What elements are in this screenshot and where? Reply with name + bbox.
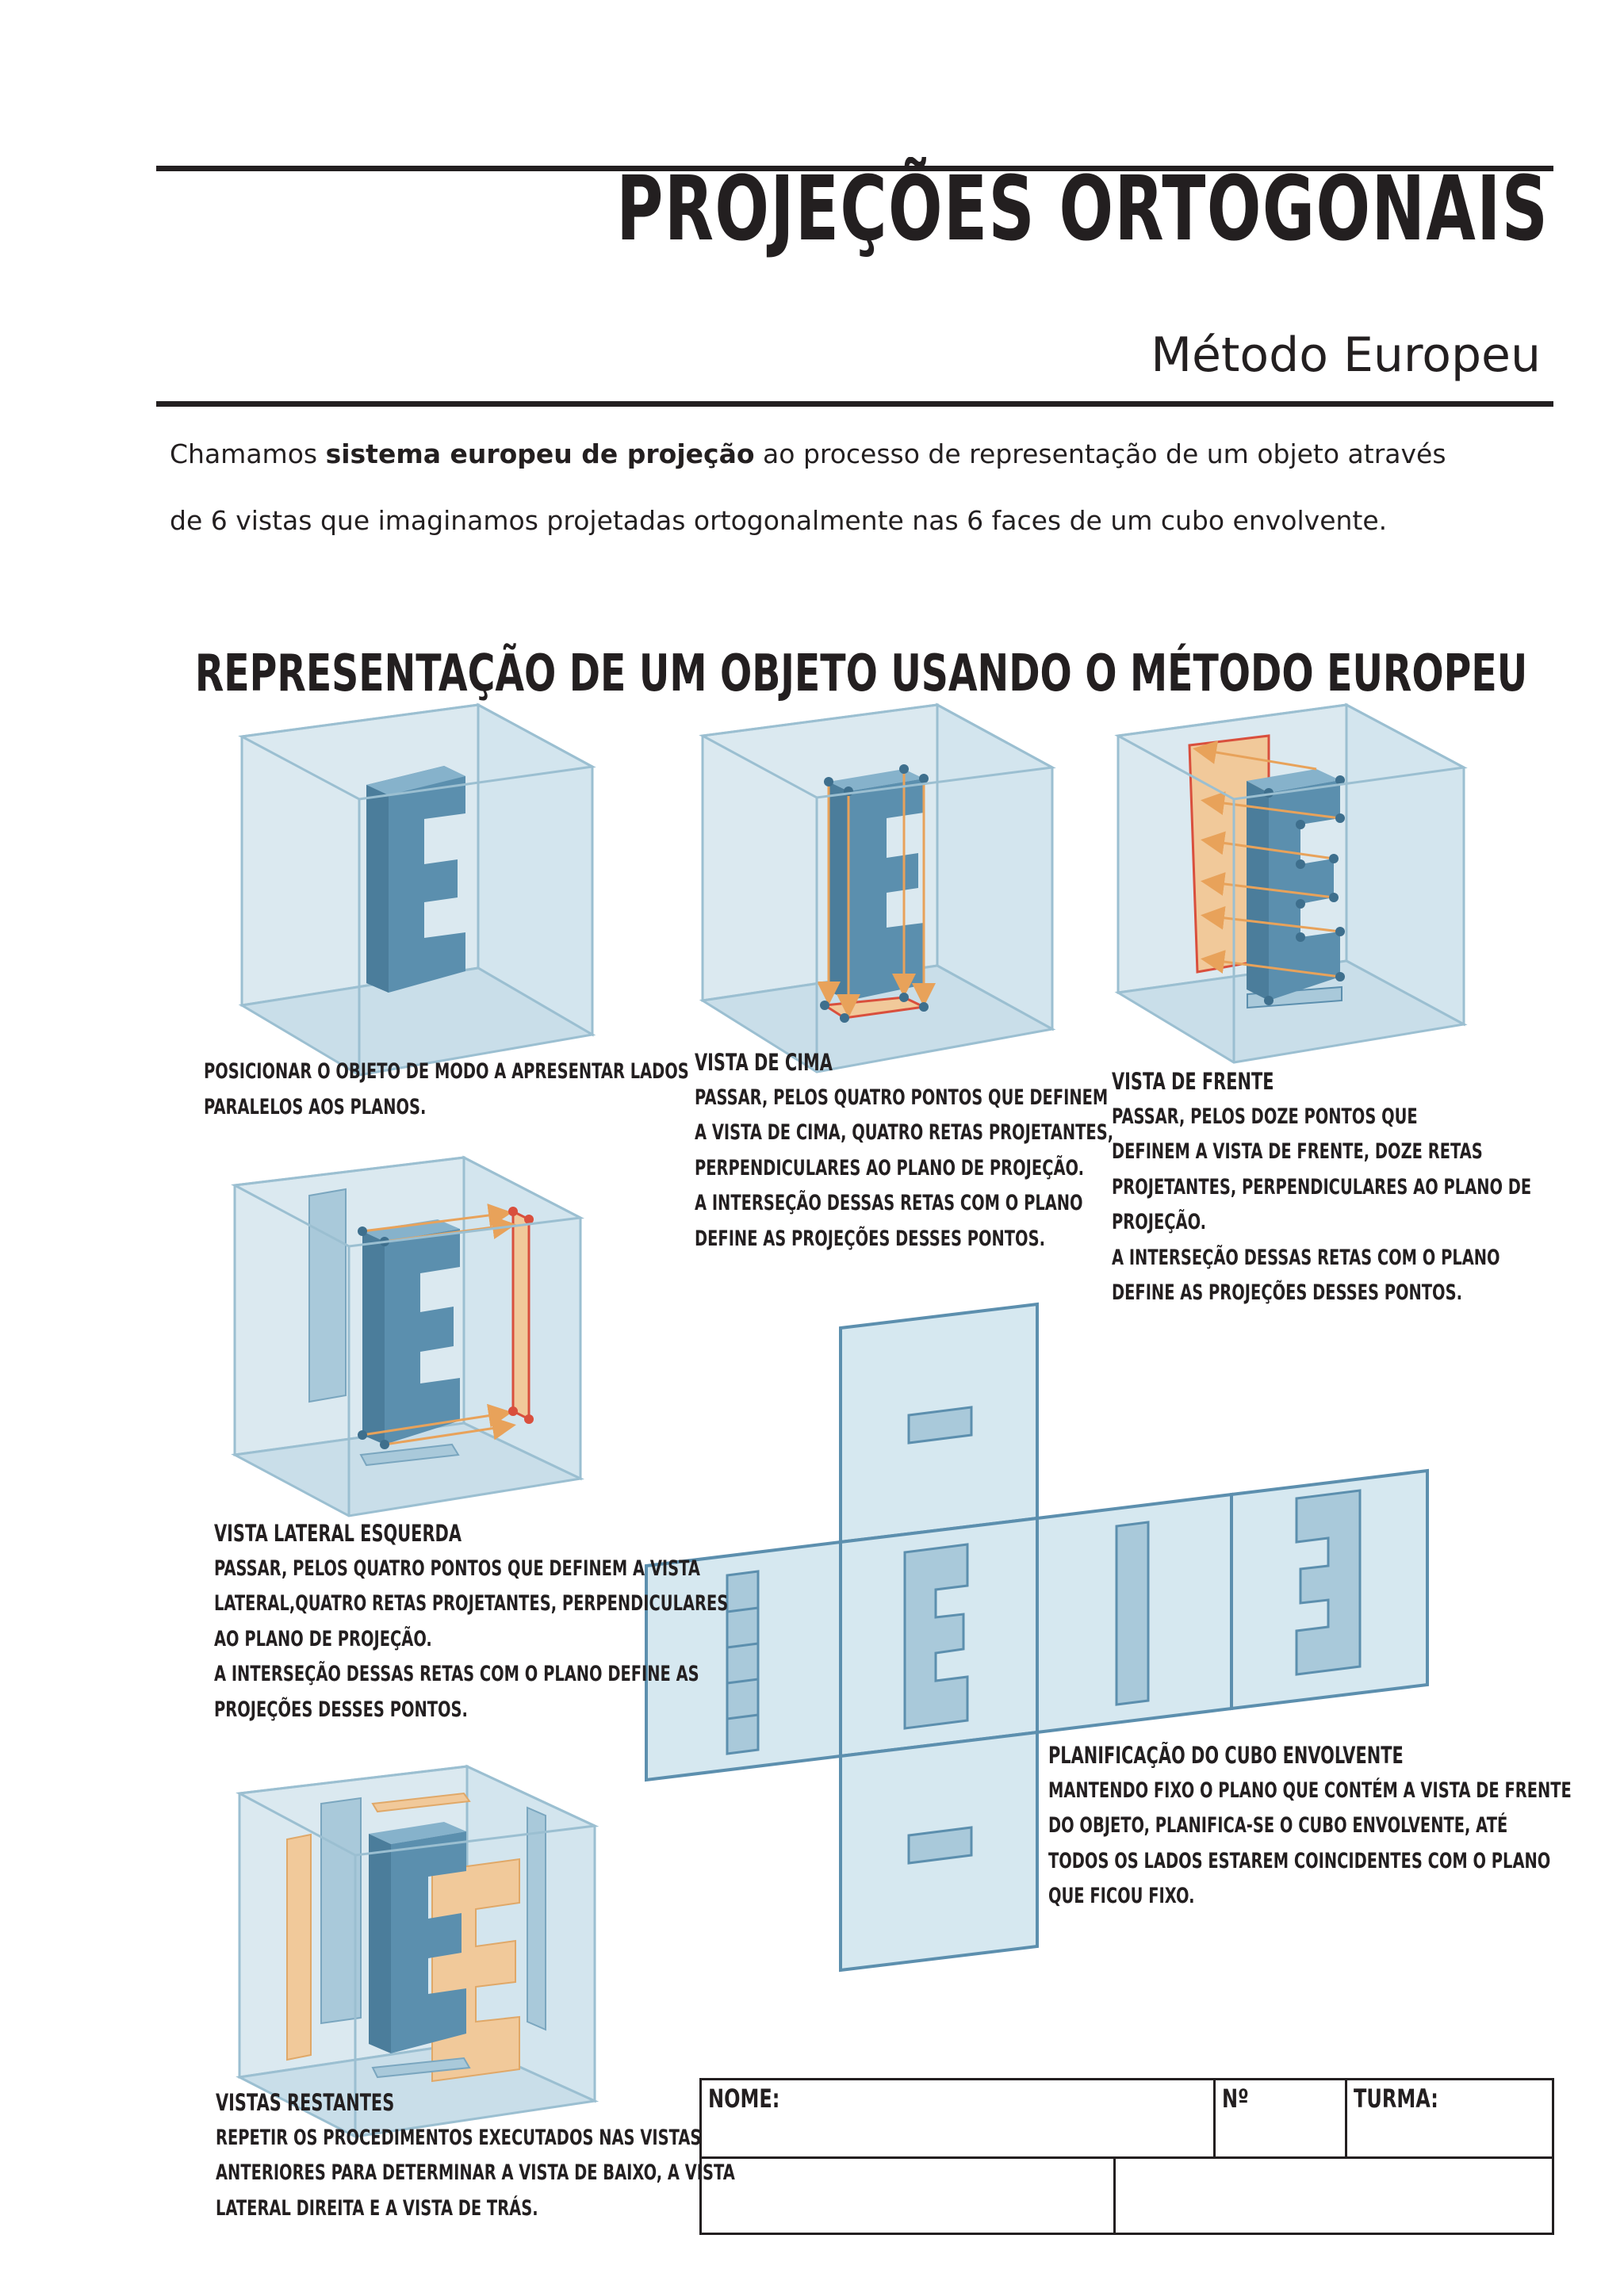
page-subtitle: Método Europeu xyxy=(1151,327,1541,383)
intro-line-1: Chamamos sistema europeu de projeção ao processo de representação de um objeto através xyxy=(170,438,1446,469)
caption-left-view: VISTA LATERAL ESQUERDA PASSAR, PELOS QUATRO PONTOS QUE DEFINEM A VISTA LATERAL,QUATRO RETAS PROJETANTES, PERPENDICULARES AO PLANO DE PROJEÇÃO. A INTERSEÇÃO DESSAS RETAS COM O PLANO DEFINE AS PROJEÇÕES DESSES PONTOS. xyxy=(214,1516,728,1728)
letter-e-object xyxy=(366,766,465,993)
net-front-view-shape xyxy=(905,1544,967,1728)
caption-front-view-title: VISTA DE FRENTE xyxy=(1112,1068,1274,1095)
number-label: Nº xyxy=(1222,2084,1249,2114)
intro-line-2: de 6 vistas que imaginamos projetadas ortogonalmente nas 6 faces de um cubo envolvente. xyxy=(170,505,1388,536)
name-label: NOME: xyxy=(708,2084,780,2114)
blank-field-left[interactable] xyxy=(702,2159,1116,2233)
caption-top-view: VISTA DE CIMA PASSAR, PELOS QUATRO PONTOS QUE DEFINEM A VISTA DE CIMA, QUATRO RETAS PROJETANTES, PERPENDICULARES AO PLANO DE PROJEÇÃO. A INTERSEÇÃO DESSAS RETAS COM O PLANO DEFINE AS PROJEÇÕES DESSES PONTOS. xyxy=(695,1045,1113,1257)
student-id-form xyxy=(699,2078,1554,2235)
cube-left-view xyxy=(235,1158,580,1516)
caption-left-view-title: VISTA LATERAL ESQUERDA xyxy=(214,1520,462,1547)
caption-unfolding-title: PLANIFICAÇÃO DO CUBO ENVOLVENTE xyxy=(1048,1742,1404,1769)
name-field[interactable] xyxy=(702,2080,1216,2159)
cube-front-view xyxy=(1118,705,1464,1062)
net-back-view-shape xyxy=(1297,1490,1360,1674)
blank-field-right[interactable] xyxy=(1116,2159,1552,2233)
intro-highlight: sistema europeu de projeção xyxy=(325,438,755,469)
cube-top-view xyxy=(703,705,1052,1072)
cube-position xyxy=(242,705,592,1075)
caption-front-view: VISTA DE FRENTE PASSAR, PELOS DOZE PONTOS QUE DEFINEM A VISTA DE FRENTE, DOZE RETAS PROJETANTES, PERPENDICULARES AO PLANO DE PROJEÇÃO. A INTERSEÇÃO DESSAS RETAS COM O PLANO DEFINE AS PROJEÇÕES DESSES PONTOS. xyxy=(1112,1064,1531,1311)
caption-position: POSICIONAR O OBJETO DE MODO A APRESENTAR LADOS PARALELOS AOS PLANOS. xyxy=(204,1059,689,1119)
section-heading: REPRESENTAÇÃO DE UM OBJETO USANDO O MÉTODO EUROPEU xyxy=(194,645,1528,703)
class-label: TURMA: xyxy=(1354,2084,1438,2114)
cube-remaining-views xyxy=(239,1766,595,2137)
net-right-view-shape xyxy=(1116,1522,1148,1705)
caption-remaining: VISTAS RESTANTES REPETIR OS PROCEDIMENTOS EXECUTADOS NAS VISTAS ANTERIORES PARA DETERMINAR A VISTA DE BAIXO, A VISTA LATERAL DIREITA E A VISTA DE TRÁS. xyxy=(216,2085,735,2226)
net-left-view-shape xyxy=(727,1571,758,1754)
number-field[interactable] xyxy=(1216,2080,1347,2159)
caption-remaining-title: VISTAS RESTANTES xyxy=(216,2089,395,2116)
caption-unfolding: PLANIFICAÇÃO DO CUBO ENVOLVENTE MANTENDO FIXO O PLANO QUE CONTÉM A VISTA DE FRENTE DO OBJETO, PLANIFICA-SE O CUBO ENVOLVENTE, ATÉ TODOS OS LADOS ESTAREM COINCIDENTES COM O PLANO QUE FICOU FIXO. xyxy=(1048,1738,1572,1915)
caption-top-view-title: VISTA DE CIMA xyxy=(695,1049,833,1076)
page-title: PROJEÇÕES ORTOGONAIS xyxy=(616,158,1549,261)
class-field[interactable] xyxy=(1347,2080,1552,2159)
